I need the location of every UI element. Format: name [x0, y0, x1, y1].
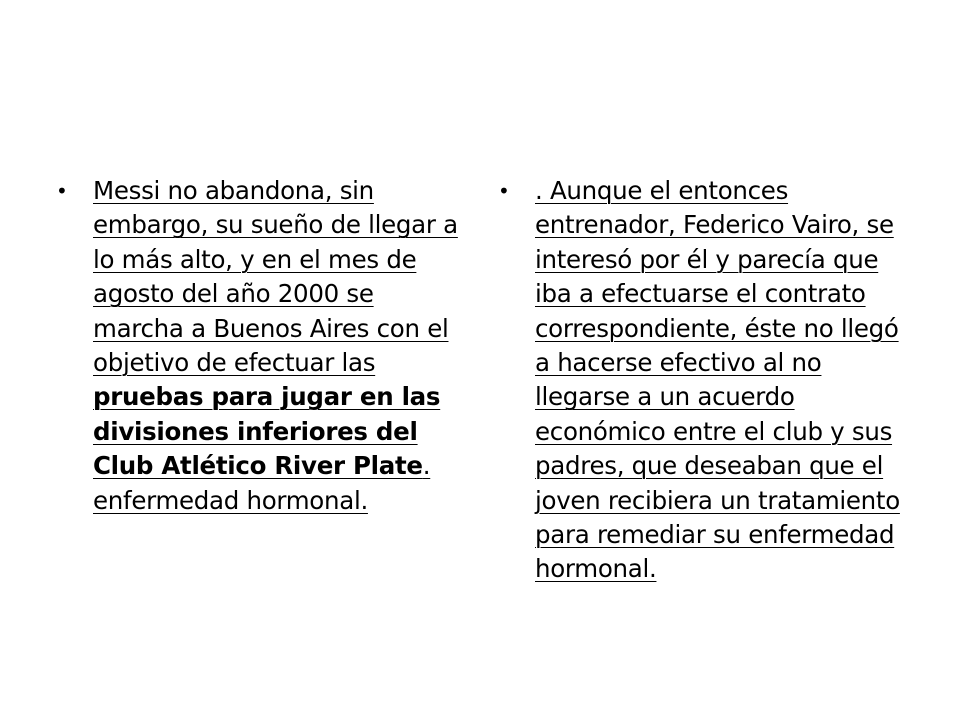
text-segment-tail: . enfermedad hormonal.	[93, 451, 431, 515]
text-segment-bold: pruebas para jugar en las divisiones inferiores del Club Atlético River Plate	[93, 382, 441, 481]
bullet-icon: •	[498, 179, 510, 203]
bullet-text-left	[93, 174, 466, 518]
text-segment-regular: Messi no abandona, sin embargo, su sueño de llegar a lo más alto, y en el mes de agosto del año 2000 se marcha a Buenos Aires con el objetivo de efectuar las	[93, 176, 458, 378]
bullet-item-right	[498, 174, 908, 587]
bullet-text-right: . Aunque el entonces entrenador, Federico Vairo, se interesó por él y parecía que iba a efectuarse el contrato correspondiente, éste no llegó a hacerse efectivo al no llegarse a un acuerdo económico entre el club y sus padres, que deseaban que el joven recibiera un tratamiento para remediar su enfermedad hormonal.	[535, 176, 900, 584]
bullet-item-left	[56, 174, 466, 518]
bullet-icon: •	[56, 179, 68, 203]
